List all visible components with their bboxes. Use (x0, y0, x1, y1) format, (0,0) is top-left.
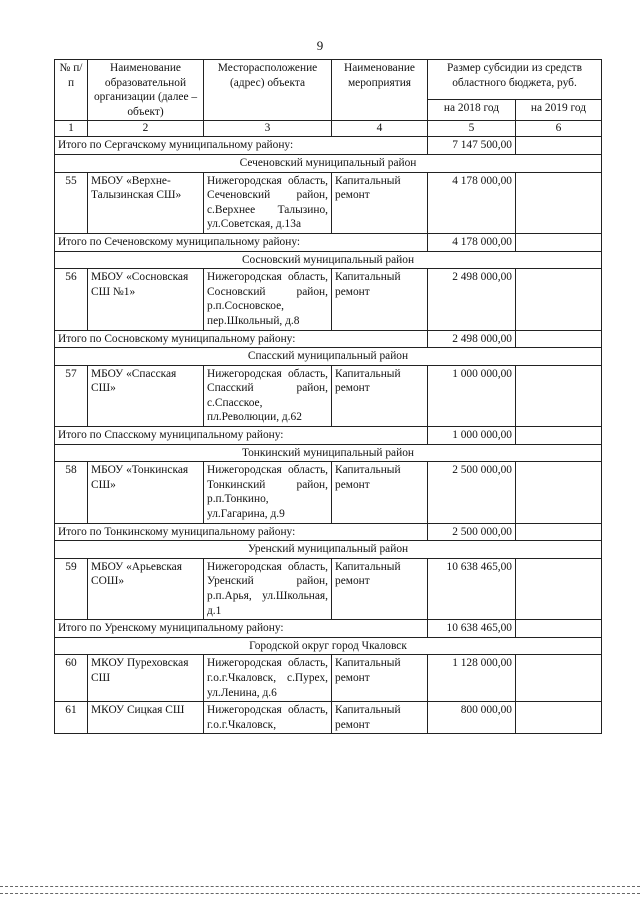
district-row-sosnov (55, 251, 602, 269)
row-number: 60 (55, 655, 88, 702)
column-number-4: 4 (332, 121, 428, 137)
header-event: Наименование мероприятия (332, 60, 428, 121)
column-number-1: 1 (55, 121, 88, 137)
district-heading: Спасский муниципальный район (55, 348, 602, 366)
table-row (55, 702, 602, 734)
row-number: 58 (55, 462, 88, 523)
table-row (55, 655, 602, 702)
header-row (55, 60, 602, 100)
total-label: Итого по Сергачскому муниципальному району: (55, 137, 428, 155)
organization-name: МКОУ Сицкая СШ (88, 702, 204, 734)
table-row (55, 558, 602, 619)
event-name: Капитальный ремонт (332, 269, 428, 330)
header-subsidy: Размер субсидии из средств областного бюджета, руб. (428, 60, 602, 100)
total-amount-2018: 1 000 000,00 (428, 427, 516, 445)
subsidy-table (54, 59, 602, 734)
amount-2019 (516, 462, 602, 523)
total-row-sosnov (55, 330, 602, 348)
column-numbers-row (55, 121, 602, 137)
amount-2019 (516, 365, 602, 426)
amount-2018: 800 000,00 (428, 702, 516, 734)
total-row-sergach (55, 137, 602, 155)
amount-2018: 2 498 000,00 (428, 269, 516, 330)
organization-name: МБОУ «Тонкинская СШ» (88, 462, 204, 523)
amount-2018: 1 000 000,00 (428, 365, 516, 426)
row-number: 56 (55, 269, 88, 330)
organization-name: МБОУ «Сосновская СШ №1» (88, 269, 204, 330)
object-location: Нижегородская область, г.о.г.Чкаловск, с.Пурех, ул.Ленина, д.6 (204, 655, 332, 702)
district-row-sechenov (55, 154, 602, 172)
object-location: Нижегородская область, Спасский район, с.Спасское, пл.Революции, д.62 (204, 365, 332, 426)
event-name: Капитальный ремонт (332, 462, 428, 523)
amount-2019 (516, 702, 602, 734)
object-location: Нижегородская область, Сеченовский район, с.Верхнее Талызино, ул.Советская, д.13а (204, 172, 332, 233)
total-amount-2018: 7 147 500,00 (428, 137, 516, 155)
district-row-chkalovsk (55, 637, 602, 655)
total-label: Итого по Сосновскому муниципальному району: (55, 330, 428, 348)
district-heading: Городской округ город Чкаловск (55, 637, 602, 655)
total-label: Итого по Тонкинскому муниципальному району: (55, 523, 428, 541)
amount-2019 (516, 269, 602, 330)
page-number: 9 (316, 38, 324, 53)
total-amount-2019 (516, 523, 602, 541)
district-row-tonkino (55, 444, 602, 462)
amount-2019 (516, 655, 602, 702)
row-number: 57 (55, 365, 88, 426)
amount-2019 (516, 558, 602, 619)
event-name: Капитальный ремонт (332, 365, 428, 426)
header-num: № п/п (55, 60, 88, 121)
total-row-sechenov (55, 233, 602, 251)
event-name: Капитальный ремонт (332, 702, 428, 734)
total-amount-2018: 4 178 000,00 (428, 233, 516, 251)
column-number-2: 2 (88, 121, 204, 137)
total-row-spassk (55, 427, 602, 445)
amount-2018: 4 178 000,00 (428, 172, 516, 233)
scan-footer-rule (0, 893, 640, 894)
district-heading: Сеченовский муниципальный район (55, 154, 602, 172)
total-amount-2018: 2 500 000,00 (428, 523, 516, 541)
total-row-tonkino (55, 523, 602, 541)
object-location: Нижегородская область, Уренский район, р.п.Арья, ул.Школьная, д.1 (204, 558, 332, 619)
total-amount-2019 (516, 137, 602, 155)
table-row (55, 172, 602, 233)
organization-name: МБОУ «Верхне-Талызинская СШ» (88, 172, 204, 233)
total-amount-2018: 2 498 000,00 (428, 330, 516, 348)
object-location: Нижегородская область, Сосновский район, р.п.Сосновское, пер.Школьный, д.8 (204, 269, 332, 330)
scan-footer-rule (0, 886, 640, 887)
header-location: Месторасположение (адрес) объекта (204, 60, 332, 121)
organization-name: МБОУ «Арьевская СОШ» (88, 558, 204, 619)
object-location: Нижегородская область, Тонкинский район, р.п.Тонкино, ул.Гагарина, д.9 (204, 462, 332, 523)
row-number: 55 (55, 172, 88, 233)
column-number-3: 3 (204, 121, 332, 137)
table-row (55, 269, 602, 330)
row-number: 61 (55, 702, 88, 734)
table-row (55, 462, 602, 523)
header-year-2018: на 2018 год (428, 99, 516, 121)
amount-2018: 2 500 000,00 (428, 462, 516, 523)
column-number-6: 6 (516, 121, 602, 137)
amount-2018: 1 128 000,00 (428, 655, 516, 702)
district-heading: Тонкинский муниципальный район (55, 444, 602, 462)
event-name: Капитальный ремонт (332, 655, 428, 702)
district-heading: Уренский муниципальный район (55, 541, 602, 559)
total-label: Итого по Спасскому муниципальному району: (55, 427, 428, 445)
district-heading: Сосновский муниципальный район (55, 251, 602, 269)
organization-name: МБОУ «Спасская СШ» (88, 365, 204, 426)
column-number-5: 5 (428, 121, 516, 137)
amount-2019 (516, 172, 602, 233)
total-label: Итого по Сеченовскому муниципальному району: (55, 233, 428, 251)
header-organization: Наименование образовательной организации (далее – объект) (88, 60, 204, 121)
header-year-2019: на 2019 год (516, 99, 602, 121)
object-location: Нижегородская область, г.о.г.Чкаловск, (204, 702, 332, 734)
district-row-spassk (55, 348, 602, 366)
total-amount-2018: 10 638 465,00 (428, 620, 516, 638)
total-row-uren (55, 620, 602, 638)
total-label: Итого по Уренскому муниципальному району: (55, 620, 428, 638)
total-amount-2019 (516, 427, 602, 445)
total-amount-2019 (516, 620, 602, 638)
amount-2018: 10 638 465,00 (428, 558, 516, 619)
organization-name: МКОУ Пуреховская СШ (88, 655, 204, 702)
total-amount-2019 (516, 330, 602, 348)
row-number: 59 (55, 558, 88, 619)
district-row-uren (55, 541, 602, 559)
total-amount-2019 (516, 233, 602, 251)
event-name: Капитальный ремонт (332, 558, 428, 619)
table-row (55, 365, 602, 426)
event-name: Капитальный ремонт (332, 172, 428, 233)
